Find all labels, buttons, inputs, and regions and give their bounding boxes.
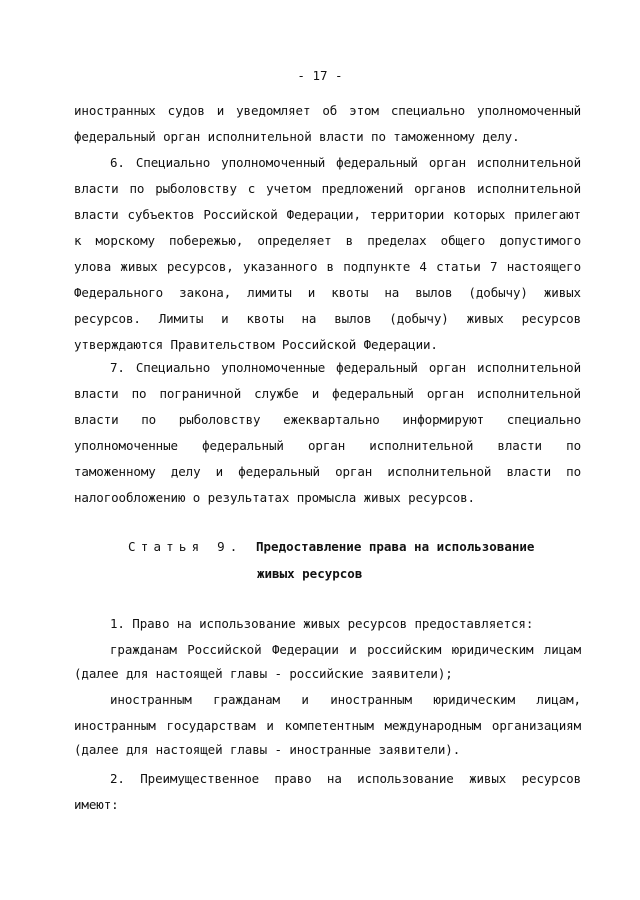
paragraph-first-line: 6. Специально уполномоченный федеральный орган исполнительной [110,155,581,170]
text-line: иностранных судов и уведомляет об этом специально уполномоченный [74,103,581,118]
text-line: имеют: [74,797,119,812]
text-line: таможенному делу и федеральный орган исполнительной власти по [74,464,581,479]
text-line: улова живых ресурсов, указанного в подпункте 4 статьи 7 настоящего [74,259,581,274]
page-number: - 17 - [297,68,343,83]
text-line: власти по рыболовству ежеквартально информируют специально [74,412,581,427]
text-line: власти по рыболовству с учетом предложений органов исполнительной [74,181,581,196]
list-item-line: иностранным гражданам и иностранным юридическим лицам, [110,692,581,707]
text-line: власти по пограничной службе и федеральный орган исполнительной [74,386,581,401]
paragraph-first-line: 7. Специально уполномоченные федеральный орган исполнительной [110,360,581,375]
text-line: Федерального закона, лимиты и квоты на вылов (добычу) живых [74,285,581,300]
text-line: к морскому побережью, определяет в пределах общего допустимого [74,233,581,248]
text-line: (далее для настоящей главы - российские заявители); [74,666,453,681]
paragraph-first-line: 2. Преимущественное право на использование живых ресурсов [110,771,581,786]
text-line: федеральный орган исполнительной власти по таможенному делу. [74,129,520,144]
list-item-line: гражданам Российской Федерации и российским юридическим лицам [110,642,581,657]
paragraph-first-line: 1. Право на использование живых ресурсов предоставляется: [110,616,534,631]
article-label: Статья 9. [128,539,243,554]
text-line: власти субъектов Российской Федерации, территории которых прилегают [74,207,581,222]
article-title-line: Предоставление права на использование [256,539,535,554]
text-line: (далее для настоящей главы - иностранные заявители). [74,742,461,757]
text-line: иностранным государствам и компетентным международным организациям [74,718,581,733]
article-title-line: живых ресурсов [257,566,363,581]
text-line: ресурсов. Лимиты и квоты на вылов (добычу) живых ресурсов [74,311,581,326]
text-line: налогообложению о результатах промысла живых ресурсов. [74,490,475,505]
text-line: уполномоченные федеральный орган исполнительной власти по [74,438,581,453]
text-line: утверждаются Правительством Российской Федерации. [74,337,438,352]
